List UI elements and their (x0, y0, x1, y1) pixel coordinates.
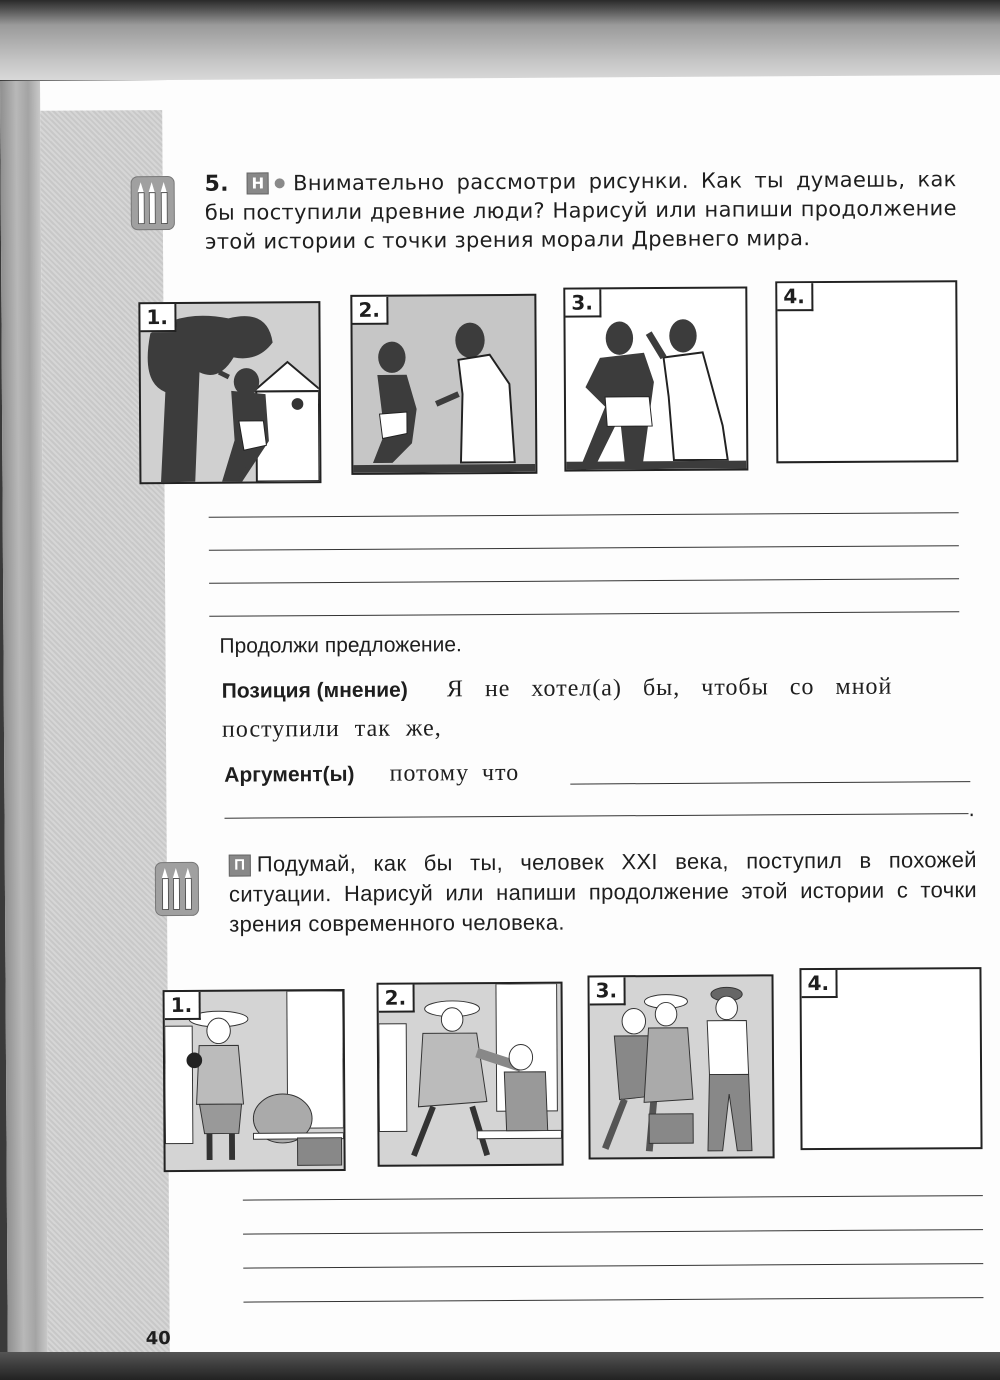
panel-label: 1. (165, 992, 201, 1020)
sentence-end-period: . (968, 797, 975, 822)
panel-label: 3. (589, 977, 625, 1005)
answer-line[interactable] (209, 512, 959, 518)
workbook-page (0, 75, 1000, 1361)
page-margin-strip (40, 110, 170, 1361)
panel-label: 4. (801, 970, 837, 998)
panel-label: 1. (140, 304, 176, 332)
answer-line[interactable] (243, 1297, 983, 1303)
level-badge-icon: Н (247, 172, 269, 194)
panel-label: 4. (777, 283, 813, 311)
panel-label: 2. (379, 985, 415, 1013)
page-number: 40 (145, 1328, 171, 1350)
level-badge-icon: П (229, 855, 251, 877)
panel-modern-2 (377, 982, 564, 1167)
scan-top-shadow (0, 0, 1000, 80)
panel-modern-1 (163, 989, 346, 1172)
task-text: Внимательно рассмотри рисунки. Как ты думаешь, как бы поступили древние люди? Нарисуй или напиши продолжение этой истории с точки зрения морали Древнего мира. (204, 167, 957, 254)
answer-line[interactable] (209, 578, 959, 584)
task-text: Подумай, как бы ты, человек XXI века, поступил в похожей ситуации. Нарисуй или напиши продолжение этой истории с точки зрения современного человека. (228, 847, 978, 937)
position-text-continued: поступили так же, (221, 715, 442, 743)
pencils-icon (131, 176, 175, 230)
continue-sentence-heading: Продолжи предложение. (219, 633, 462, 658)
panel-label: 3. (565, 289, 601, 317)
answer-line[interactable] (243, 1195, 983, 1201)
panel-label: 2. (352, 297, 388, 325)
answer-line[interactable] (243, 1263, 983, 1269)
pencils-icon (155, 862, 199, 916)
panel-modern-3 (587, 974, 774, 1159)
argument-label: Аргумент(ы) (224, 762, 355, 787)
panel-ancient-4-empty[interactable] (775, 280, 958, 463)
panel-ancient-1 (138, 301, 321, 484)
panel-ancient-2 (350, 294, 537, 475)
panel-ancient-3 (563, 286, 748, 471)
answer-line[interactable] (209, 545, 959, 551)
bullet-dot-icon (275, 178, 285, 188)
task-p-instruction (229, 845, 978, 940)
argument-answer-line[interactable] (570, 781, 970, 784)
task-number: 5. (204, 171, 229, 197)
position-text: Я не хотел(а) бы, чтобы со мной (446, 673, 893, 703)
argument-answer-line-2[interactable] (225, 813, 969, 819)
panel-modern-4-empty[interactable] (799, 967, 982, 1150)
answer-line[interactable] (209, 611, 959, 617)
argument-text: потому что (389, 759, 520, 787)
answer-line[interactable] (243, 1229, 983, 1235)
position-label: Позиция (мнение) (221, 678, 408, 703)
scan-bottom-edge (0, 1352, 1000, 1380)
argument-row (224, 760, 519, 789)
position-row (222, 673, 972, 705)
task-5-instruction (205, 165, 958, 257)
